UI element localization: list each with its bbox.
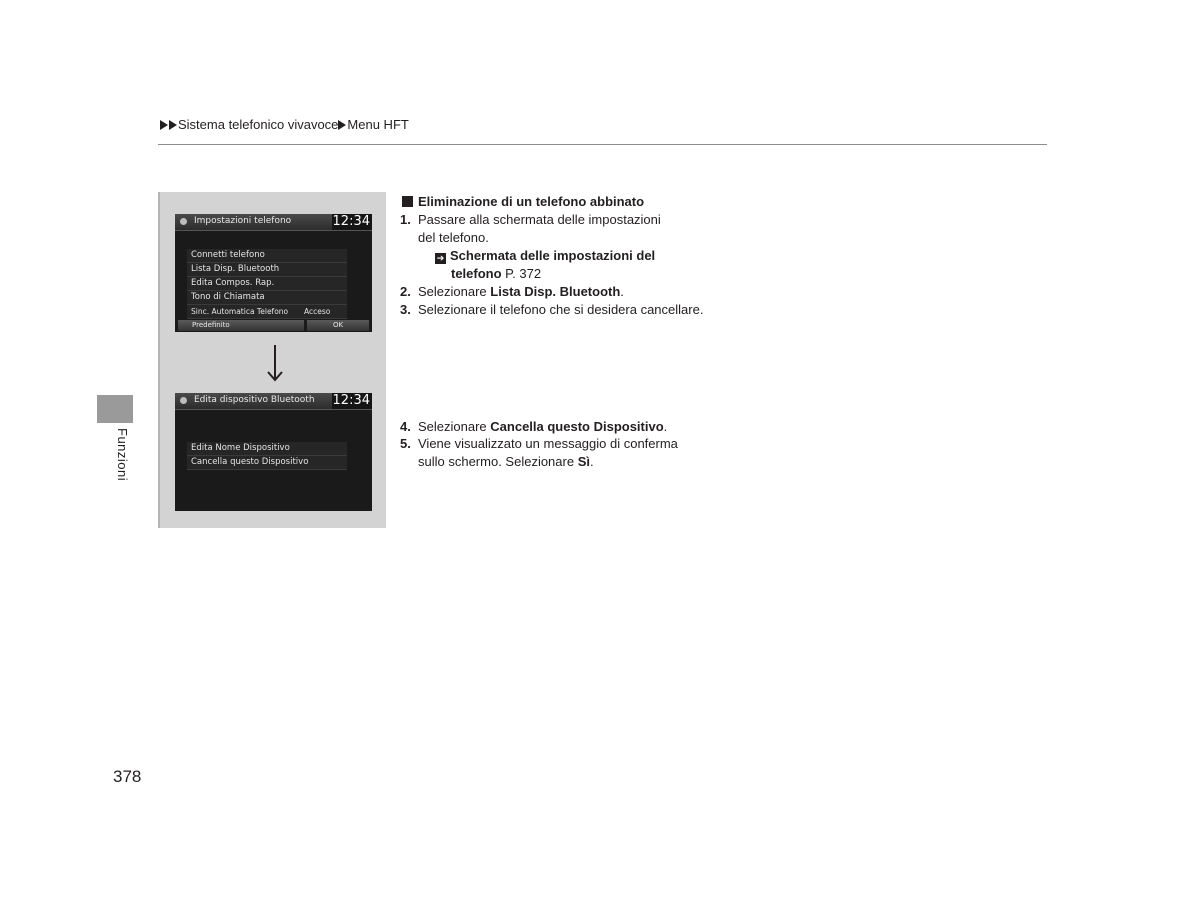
screen-bullet-icon (180, 397, 187, 404)
screen-menu-item: Cancella questo Dispositivo (187, 456, 347, 470)
screen-menu-item: Edita Compos. Rap. (187, 277, 347, 291)
screen-menu-list (187, 249, 347, 319)
screen-menu-item-value: Acceso (304, 307, 331, 316)
page-number: 378 (113, 767, 142, 786)
step-5-continuation: sullo schermo. Selezionare Sì. (418, 454, 594, 469)
header-divider (158, 144, 1047, 145)
breadcrumb-arrow-icon (160, 120, 168, 130)
screen-bullet-icon (180, 218, 187, 225)
screen-menu-item: Tono di Chiamata (187, 291, 347, 305)
cross-reference-link[interactable]: ➔ Schermata delle impostazioni del (436, 248, 656, 263)
screen-clock: 12:34 (332, 214, 370, 229)
breadcrumb-item-section[interactable]: Sistema telefonico vivavoce (178, 117, 339, 132)
breadcrumb (160, 117, 409, 132)
cross-reference-link-cont[interactable]: telefono P. 372 (451, 266, 542, 281)
section-heading: Eliminazione di un telefono abbinato (402, 194, 644, 209)
screenshot-figure-panel (158, 192, 386, 528)
screen-menu-item: Edita Nome Dispositivo (187, 442, 347, 456)
screen-menu-item-label: Sinc. Automatica Telefono (191, 307, 289, 316)
screen-ok-button: OK (307, 320, 369, 331)
edit-bluetooth-device-screen (175, 393, 372, 511)
screen-menu-list (187, 442, 347, 470)
screen-menu-item: Lista Disp. Bluetooth (187, 263, 347, 277)
screen-title-bar (175, 214, 372, 231)
screen-menu-item: Connetti telefono (187, 249, 347, 263)
screen-title-bar (175, 393, 372, 410)
screen-title: Impostazioni telefono (194, 216, 292, 226)
reference-page: P. 372 (501, 266, 542, 281)
screen-title: Edita dispositivo Bluetooth (194, 395, 315, 405)
breadcrumb-arrow-icon (169, 120, 177, 130)
screen-default-button: Predefinito (178, 320, 304, 331)
breadcrumb-item-current[interactable]: Menu HFT (347, 117, 409, 132)
chapter-tab-marker (97, 395, 133, 423)
chapter-tab-label: Funzioni (115, 428, 130, 482)
reference-arrow-icon: ➔ (436, 253, 445, 263)
down-arrow-icon (260, 343, 290, 383)
step-1-continuation: del telefono. (418, 230, 489, 245)
screen-menu-item-sync (187, 305, 347, 319)
breadcrumb-arrow-icon (338, 120, 346, 130)
section-square-icon (402, 196, 413, 207)
screen-clock: 12:34 (332, 393, 370, 408)
phone-settings-screen (175, 214, 372, 332)
